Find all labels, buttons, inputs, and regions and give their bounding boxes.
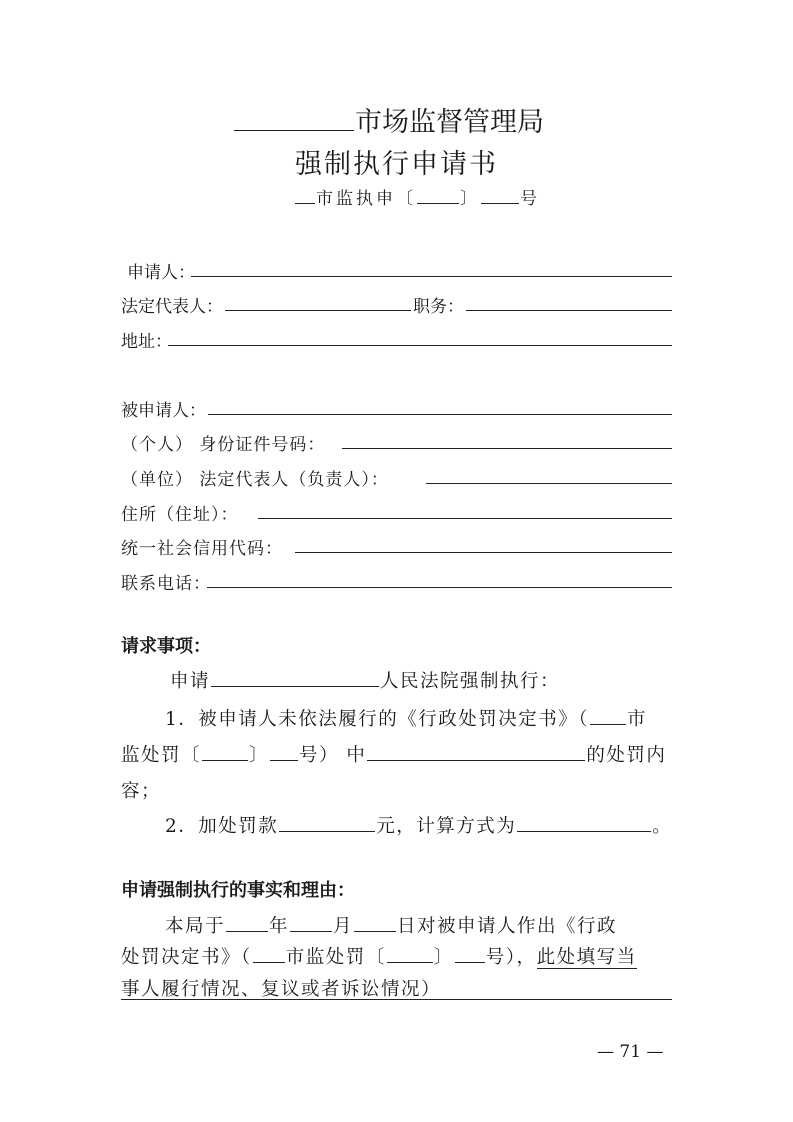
phone-label: 联系电话： <box>121 574 211 594</box>
title-line1: 市场监督管理局 <box>233 100 544 139</box>
facts-heading: 申请强制执行的事实和理由： <box>121 880 355 901</box>
doc-number-blank <box>481 203 519 204</box>
facts-day-blank[interactable] <box>354 931 396 932</box>
facts-month-blank[interactable] <box>290 931 332 932</box>
document-number: 市监执申〔 〕 号 <box>294 184 540 209</box>
calc-method-blank[interactable] <box>517 831 651 832</box>
credit-code-field[interactable] <box>295 552 672 553</box>
residence-field[interactable] <box>258 518 672 519</box>
item1-number-blank[interactable] <box>270 760 298 761</box>
legal-rep-field[interactable] <box>225 310 411 311</box>
facts-year-blank[interactable] <box>226 931 268 932</box>
position-label: 职务： <box>413 297 464 317</box>
applicant-label: 申请人： <box>127 263 195 283</box>
credit-code-label: 统一社会信用代码： <box>121 539 283 559</box>
doc-year-blank <box>417 203 459 204</box>
item1-content-blank[interactable] <box>367 760 585 761</box>
fine-amount-blank[interactable] <box>279 831 375 832</box>
court-blank[interactable] <box>211 686 379 687</box>
title-line2: 强制执行申请书 <box>295 149 498 180</box>
id-number-label: （个人） 身份证件号码： <box>121 435 326 455</box>
facts-number-blank[interactable] <box>455 962 485 963</box>
address-field[interactable] <box>168 345 672 346</box>
request-heading: 请求事项： <box>121 636 211 657</box>
residence-label: 住所（住址）： <box>121 505 239 525</box>
legal-rep-label: 法定代表人： <box>121 297 223 317</box>
unit-legal-rep-label: （单位） 法定代表人（负责人）： <box>121 470 389 490</box>
facts-prefix-blank[interactable] <box>253 962 285 963</box>
id-number-field[interactable] <box>342 448 672 449</box>
item1-year-blank[interactable] <box>202 760 248 761</box>
request-item1-line2: 监处罚〔 〕 号） 中 的处罚内 <box>121 745 667 766</box>
respondent-field[interactable] <box>208 414 672 415</box>
applicant-field[interactable] <box>191 276 672 277</box>
respondent-label: 被申请人： <box>121 401 206 421</box>
facts-line1: 本局于 年 月 日对被申请人作出《行政 <box>165 916 618 937</box>
item1-prefix-blank[interactable] <box>590 724 626 725</box>
position-field[interactable] <box>466 310 672 311</box>
title-blank <box>234 130 354 131</box>
facts-underline <box>121 999 672 1000</box>
facts-line3: 事人履行情况、复议或者诉讼情况） <box>121 979 442 1000</box>
page-number: — 71 — <box>597 1042 664 1062</box>
request-item1-line1: 1．被申请人未依法履行的《行政处罚决定书》（ 市 <box>165 709 648 730</box>
facts-line2: 处罚决定书》（ 市监处罚〔 〕 号），此处填写当 <box>121 947 637 968</box>
request-line1: 申请 人民法院强制执行： <box>170 671 561 692</box>
facts-year2-blank[interactable] <box>387 962 433 963</box>
doc-prefix-blank <box>295 203 315 204</box>
request-item1-line3: 容； <box>121 781 162 802</box>
address-label: 地址： <box>121 332 172 352</box>
request-item2: 2．加处罚款 元，计算方式为 。 <box>165 816 673 837</box>
phone-field[interactable] <box>207 587 672 588</box>
unit-legal-rep-field[interactable] <box>426 483 672 484</box>
